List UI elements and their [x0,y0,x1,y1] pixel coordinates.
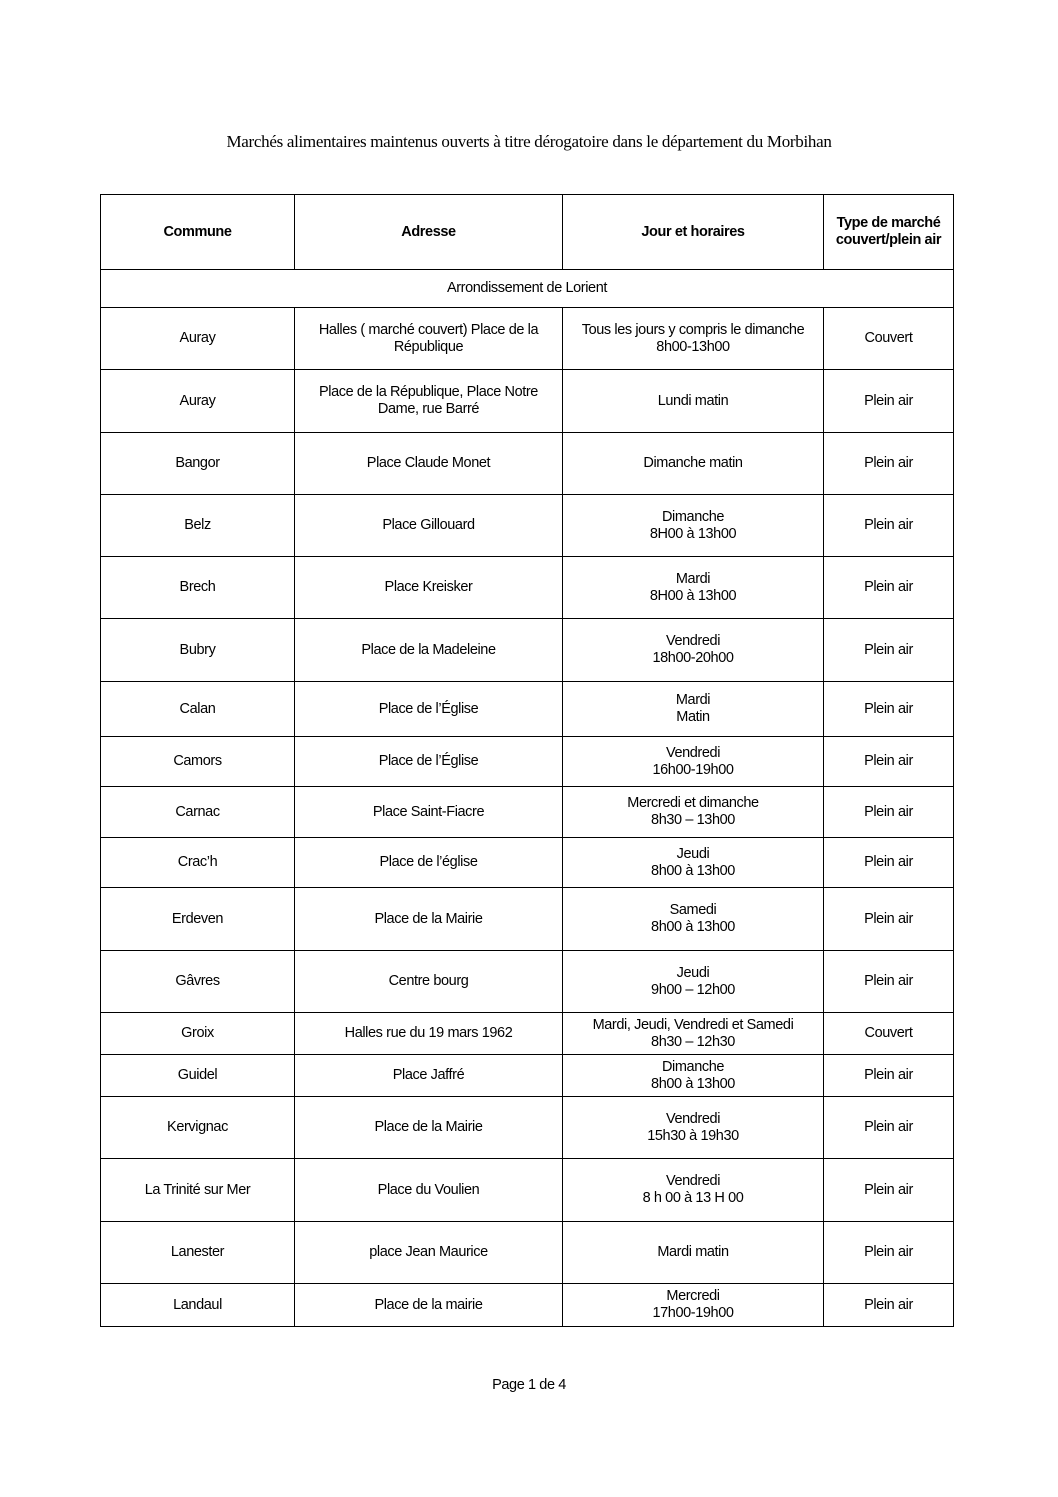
cell-adresse-text: Place de l’église [379,854,478,870]
jour-line-2: 15h30 à 19h30 [647,1127,739,1144]
cell-type [824,1222,954,1284]
cell-adresse-text: Place Kreisker [384,579,473,595]
cell-commune [101,888,295,951]
cell-jour-horaires [563,1222,824,1284]
jour-line-1: Mercredi et dimanche [627,795,759,811]
table-row [101,682,954,737]
cell-commune [101,495,295,557]
cell-jour-horaires [563,433,824,495]
cell-adresse [295,1284,563,1327]
cell-commune-text: Carnac [175,803,220,820]
cell-jour-horaires [563,1055,824,1097]
cell-adresse [295,1159,563,1222]
cell-adresse [295,787,563,838]
jour-line-2: Matin [676,709,710,725]
jour-line-2: 8H00 à 13h00 [649,525,737,542]
cell-type-text: Plein air [864,1244,913,1260]
table-row [101,1055,954,1097]
cell-type-text: Plein air [864,1296,913,1313]
cell-adresse [295,838,563,888]
cell-commune [101,1055,295,1097]
cell-type-text: Plein air [864,517,913,533]
cell-type-text: Plein air [864,1119,913,1135]
cell-commune-text: La Trinité sur Mer [144,1181,251,1198]
cell-type-text: Plein air [864,1181,913,1198]
cell-commune [101,433,295,495]
cell-adresse [295,495,563,557]
table-row [101,838,954,888]
cell-commune-text: Kervignac [167,1119,228,1135]
cell-commune [101,370,295,433]
cell-adresse [295,619,563,682]
jour-line-1: Mardi matin [657,1244,729,1260]
cell-jour-horaires [563,1013,824,1055]
jour-line-2: 8H00 à 13h00 [649,587,737,604]
cell-commune [101,1013,295,1055]
table-row [101,1013,954,1055]
jour-line-2: 18h00-20h00 [652,650,734,666]
cell-commune-text: Camors [173,753,222,769]
cell-type-text: Plein air [864,641,913,658]
cell-type [824,1055,954,1097]
cell-adresse-text: place Jean Maurice [369,1244,488,1260]
jour-line-1: Tous les jours y compris le dimanche [581,321,805,338]
cell-commune [101,1159,295,1222]
table-row [101,888,954,951]
cell-adresse [295,1013,563,1055]
header-adresse: Adresse [295,195,563,270]
jour-line-1: Mercredi [666,1288,720,1304]
cell-type [824,433,954,495]
cell-commune-text: Brech [179,579,216,595]
cell-adresse-text: Place Claude Monet [366,455,491,471]
table-row [101,433,954,495]
cell-jour-horaires [563,951,824,1013]
cell-commune-text: Gâvres [175,973,220,989]
cell-type [824,370,954,433]
cell-adresse-text: Halles rue du 19 mars 1962 [344,1025,513,1041]
table-row [101,787,954,838]
jour-line-1: Samedi [669,902,717,918]
cell-commune [101,787,295,838]
table-row [101,951,954,1013]
cell-commune-text: Belz [184,517,211,533]
cell-type [824,838,954,888]
table-row [101,370,954,433]
document-title: Marchés alimentaires maintenus ouverts à titre dérogatoire dans le département du Morbihan [226,132,832,151]
jour-line-2: 9h00 – 12h00 [651,981,735,998]
cell-commune [101,682,295,737]
cell-adresse [295,433,563,495]
cell-jour-horaires [563,1159,824,1222]
jour-line-2: 8 h 00 à 13 H 00 [642,1190,744,1206]
cell-adresse [295,1055,563,1097]
cell-type [824,1159,954,1222]
cell-commune-text: Bangor [175,455,220,471]
cell-adresse-text: Place de l’Église [378,753,479,769]
cell-adresse [295,557,563,619]
table-row [101,1222,954,1284]
jour-line-1: Vendredi [665,633,721,649]
jour-line-2: 16h00-19h00 [652,761,734,778]
jour-line-1: Mardi [675,570,711,587]
cell-commune-text: Bubry [179,641,216,658]
cell-adresse-text: Place Gillouard [382,517,475,533]
table-row [101,737,954,787]
cell-commune-text: Guidel [177,1067,218,1083]
header-row [101,195,954,270]
header-jour-horaires: Jour et horaires [563,195,824,270]
cell-adresse [295,308,563,370]
section-row [101,270,954,308]
cell-type-text: Plein air [864,753,913,769]
cell-adresse [295,951,563,1013]
cell-adresse [295,1097,563,1159]
cell-jour-horaires [563,557,824,619]
cell-jour-horaires [563,682,824,737]
table-row [101,1159,954,1222]
table-row [101,308,954,370]
cell-jour-horaires [563,370,824,433]
markets-table [100,194,954,1327]
cell-commune [101,1222,295,1284]
jour-line-1: Mardi, Jeudi, Vendredi et Samedi [592,1016,794,1033]
cell-commune [101,308,295,370]
cell-type [824,951,954,1013]
table-row [101,495,954,557]
cell-type-text: Couvert [864,1025,913,1041]
cell-adresse-text: Place de la mairie [374,1296,483,1313]
cell-commune [101,737,295,787]
cell-type-text: Plein air [864,455,913,471]
table-row [101,1097,954,1159]
cell-type [824,1284,954,1327]
cell-commune [101,619,295,682]
section-label: Arrondissement de Lorient [101,270,954,308]
cell-adresse [295,682,563,737]
cell-jour-horaires [563,495,824,557]
cell-commune-text: Groix [181,1025,214,1041]
cell-commune [101,1284,295,1327]
jour-line-1: Mardi [675,692,711,708]
cell-type-text: Plein air [864,392,913,409]
cell-commune [101,951,295,1013]
cell-type-text: Plein air [864,1067,913,1083]
cell-commune-text: Auray [179,330,216,346]
cell-type-text: Plein air [864,700,913,717]
cell-jour-horaires [563,308,824,370]
cell-commune [101,1097,295,1159]
page-number: Page 1 de 4 [492,1377,566,1393]
jour-line-1: Dimanche matin [643,455,743,471]
table-row [101,1284,954,1327]
table-row [101,557,954,619]
cell-jour-horaires [563,1097,824,1159]
cell-type-text: Couvert [864,330,913,346]
jour-line-2: 8h30 – 12h30 [651,1033,735,1050]
cell-adresse-text: Centre bourg [388,973,469,989]
cell-adresse [295,370,563,433]
jour-line-1: Vendredi [665,1110,721,1127]
header-commune: Commune [101,195,295,270]
cell-adresse-text: Place de la Mairie [374,1119,483,1135]
cell-commune-text: Auray [179,392,216,409]
cell-jour-horaires [563,1284,824,1327]
header-type-marche: Type de marché couvert/plein air [824,195,954,270]
jour-line-1: Vendredi [665,744,721,761]
cell-commune [101,557,295,619]
jour-line-1: Jeudi [676,845,710,862]
cell-commune-text: Calan [179,700,216,717]
jour-line-2: 17h00-19h00 [652,1305,734,1321]
jour-line-1: Dimanche [661,1058,725,1075]
jour-line-1: Dimanche [661,508,725,525]
jour-line-1: Jeudi [676,964,710,981]
cell-jour-horaires [563,838,824,888]
cell-adresse-text: Place de l’Église [378,700,479,717]
cell-jour-horaires [563,737,824,787]
cell-adresse-text: Place Jaffré [392,1067,465,1083]
jour-line-2: 8h00-13h00 [656,338,730,355]
cell-commune-text: Landaul [173,1296,222,1313]
cell-type [824,888,954,951]
cell-type [824,682,954,737]
cell-type [824,619,954,682]
cell-adresse [295,1222,563,1284]
cell-type [824,495,954,557]
jour-line-1: Lundi matin [657,392,729,409]
cell-type-text: Plein air [864,579,913,595]
cell-jour-horaires [563,888,824,951]
table-row [101,619,954,682]
cell-jour-horaires [563,787,824,838]
cell-commune-text: Erdeven [171,910,224,927]
cell-adresse-text: Halles ( marché couvert) Place de la République [318,321,539,355]
cell-commune-text: Lanester [170,1244,225,1260]
jour-line-2: 8h00 à 13h00 [651,862,735,879]
cell-commune [101,838,295,888]
cell-adresse [295,888,563,951]
cell-adresse-text: Place Saint-Fiacre [372,803,485,820]
cell-type [824,787,954,838]
jour-line-2: 8h00 à 13h00 [651,919,735,935]
cell-adresse [295,737,563,787]
cell-adresse-text: Place du Voulien [377,1181,480,1198]
cell-type-text: Plein air [864,854,913,870]
jour-line-2: 8h30 – 13h00 [651,812,735,828]
cell-type-text: Plein air [864,910,913,927]
cell-type [824,1013,954,1055]
cell-type [824,308,954,370]
cell-adresse-text: Place de la Mairie [374,910,483,927]
cell-type [824,557,954,619]
cell-adresse-text: Place de la République, Place Notre Dame, rue Barré [319,384,538,417]
cell-type [824,737,954,787]
cell-jour-horaires [563,619,824,682]
cell-adresse-text: Place de la Madeleine [361,641,496,658]
jour-line-2: 8h00 à 13h00 [651,1075,735,1092]
cell-type-text: Plein air [864,803,913,820]
jour-line-1: Vendredi [665,1173,721,1189]
cell-type-text: Plein air [864,973,913,989]
cell-type [824,1097,954,1159]
cell-commune-text: Crac’h [177,854,218,870]
